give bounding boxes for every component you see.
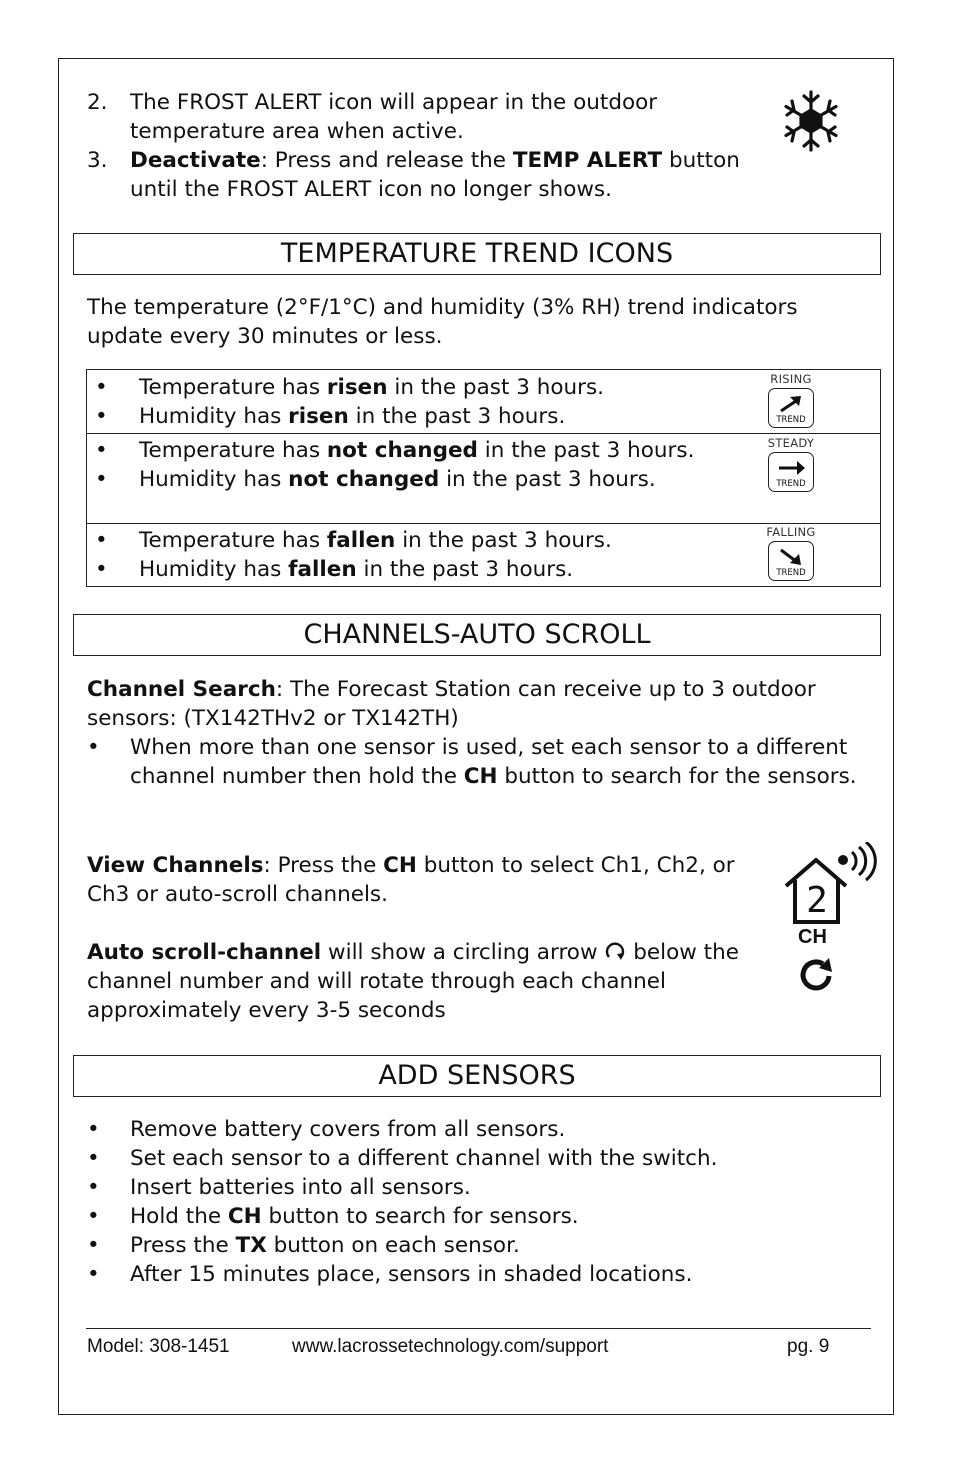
- trend-row-steady: [87, 434, 880, 524]
- channel-house-icon: [780, 842, 880, 1002]
- list-item: • Set each sensor to a different channel with the switch.: [87, 1144, 867, 1173]
- step-number: 3.: [87, 148, 108, 173]
- trend-word: TREND: [776, 479, 806, 489]
- rotate-arrow-icon: [795, 954, 839, 998]
- add-sensors-list: [87, 1115, 867, 1289]
- step-bold: TEMP ALERT: [512, 148, 663, 173]
- step-number: 2.: [87, 90, 108, 115]
- trend-row-rising: [87, 370, 880, 434]
- trend-table: [86, 369, 881, 587]
- trend-word: TREND: [776, 415, 806, 425]
- list-item: • Temperature has not changed in the past 3 hours.: [87, 436, 717, 465]
- channel-search-title: Channel Search: [87, 677, 276, 702]
- footer-rule: [86, 1328, 871, 1329]
- step-text: The FROST ALERT icon will appear in the outdoor temperature area when active.: [130, 90, 658, 144]
- icon-label: STEADY: [767, 436, 815, 450]
- footer-model: Model: 308-1451: [87, 1336, 230, 1357]
- list-item: • When more than one sensor is used, set each sensor to a different channel number then hold the CH button to search for the sensors.: [87, 733, 867, 791]
- trend-box: [768, 452, 814, 492]
- auto-scroll: Auto scroll-channel will show a circling arrow below the channel number and will rotate through each channel approximately every 3-5 seconds: [87, 940, 739, 1023]
- section-header-channels: CHANNELS-AUTO SCROLL: [73, 614, 881, 656]
- view-channels-title: View Channels: [87, 853, 264, 878]
- section-header-add-sensors: ADD SENSORS: [73, 1055, 881, 1097]
- trend-row-falling: [87, 524, 880, 586]
- footer-page-number: pg. 9: [787, 1336, 830, 1357]
- list-item: • After 15 minutes place, sensors in shaded locations.: [87, 1260, 867, 1289]
- list-item: • Temperature has risen in the past 3 hours.: [87, 373, 717, 402]
- list-item: • Temperature has fallen in the past 3 hours.: [87, 526, 717, 555]
- channel-search-text: : The Forecast Station can receive up to 3 outdoor sensors: (TX142THv2 or TX142TH): [87, 677, 816, 731]
- step-text: : Press and release the: [260, 148, 513, 173]
- trend-word: TREND: [776, 568, 806, 578]
- step-bold: Deactivate: [130, 148, 261, 173]
- icon-label: FALLING: [766, 525, 816, 539]
- channel-search-bullets: [87, 733, 867, 791]
- falling-trend-icon: [763, 525, 819, 581]
- trend-box: [768, 388, 814, 428]
- view-channels: View Channels: Press the CH button to select Ch1, Ch2, or Ch3 or auto-scroll channels.: [87, 853, 735, 907]
- list-item: • Humidity has not changed in the past 3 hours.: [87, 465, 717, 494]
- auto-scroll-title: Auto scroll-channel: [87, 940, 322, 965]
- list-item: • Humidity has risen in the past 3 hours.: [87, 402, 717, 431]
- list-item: • Hold the CH button to search for sensors.: [87, 1202, 867, 1231]
- list-item: • Remove battery covers from all sensors.: [87, 1115, 867, 1144]
- channel-digit: 2: [806, 880, 828, 921]
- trend-intro: The temperature (2°F/1°C) and humidity (3% RH) trend indicators update every 30 minutes or less.: [87, 295, 798, 349]
- channel-search: [87, 675, 827, 733]
- channel-label: CH: [798, 926, 827, 948]
- list-item: • Press the TX button on each sensor.: [87, 1231, 867, 1260]
- rising-trend-icon: [763, 372, 819, 428]
- list-item: • Insert batteries into all sensors.: [87, 1173, 867, 1202]
- circling-arrow-icon: [604, 939, 626, 961]
- icon-label: RISING: [770, 372, 812, 386]
- step-text: button until the FROST ALERT icon no longer shows.: [130, 148, 740, 202]
- footer-url[interactable]: www.lacrossetechnology.com/support: [292, 1336, 609, 1357]
- trend-box: [768, 541, 814, 581]
- section-header-trend: TEMPERATURE TREND ICONS: [73, 233, 881, 275]
- frost-step-2: [87, 88, 787, 146]
- frost-step-3: [87, 146, 787, 204]
- steady-trend-icon: [763, 436, 819, 492]
- list-item: • Humidity has fallen in the past 3 hours.: [87, 555, 717, 584]
- snowflake-icon: [778, 88, 844, 154]
- frost-steps: [87, 88, 787, 204]
